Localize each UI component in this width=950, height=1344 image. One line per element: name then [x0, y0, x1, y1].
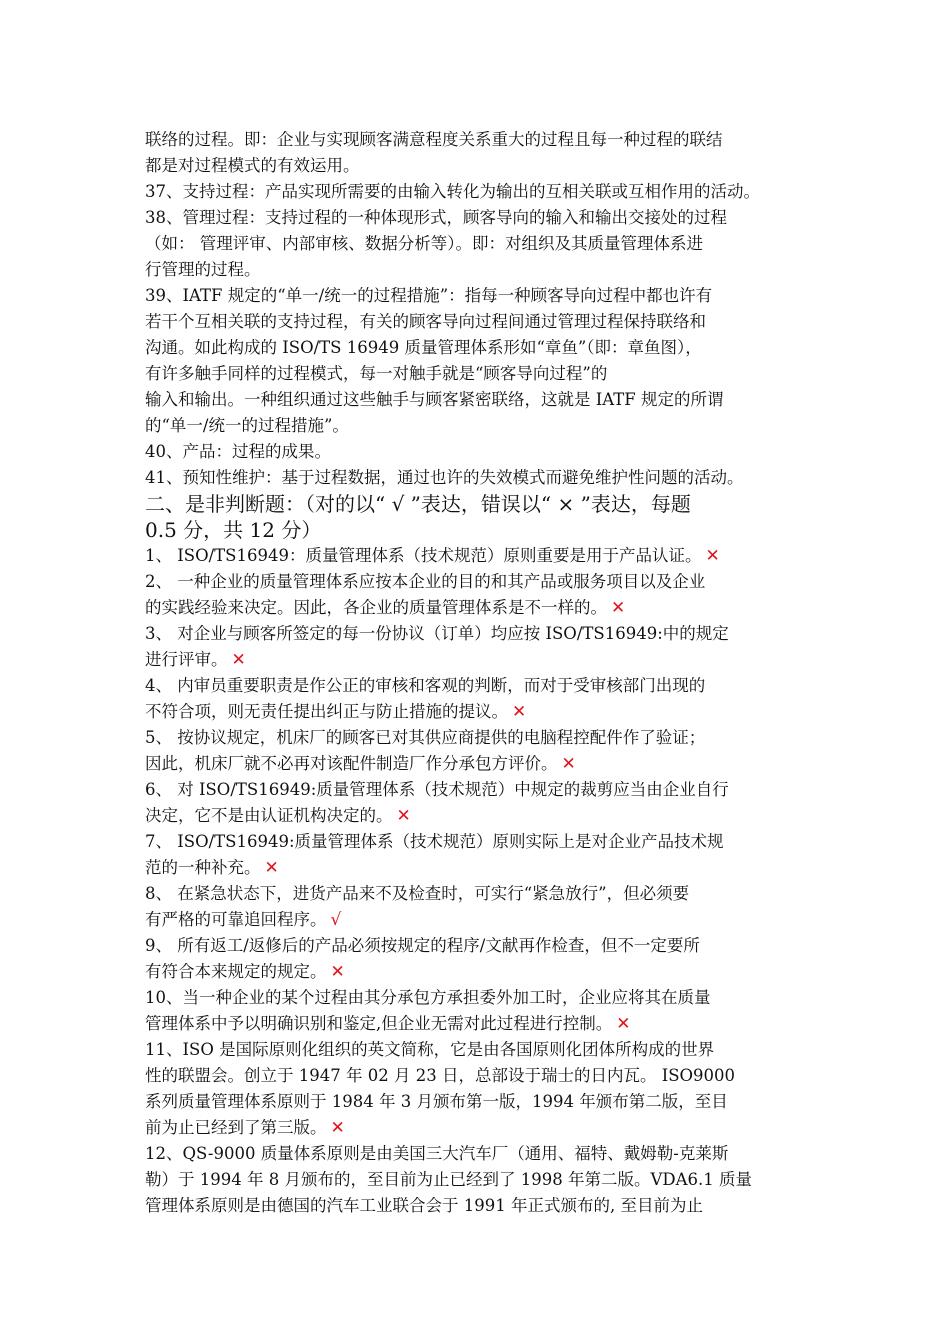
text-line: [145, 1089, 865, 1115]
text-line: [145, 543, 865, 569]
text-line: [145, 309, 865, 335]
text-line: [145, 829, 865, 855]
cross-mark-icon: ✕: [616, 1014, 631, 1034]
text-line: [145, 777, 865, 803]
text-line: [145, 1141, 865, 1167]
text-line: [145, 933, 865, 959]
line-text: 系列质量管理体系原则于 1984 年 3 月颁布第一版，1994 年颁布第二版，至目: [145, 1092, 728, 1111]
line-text: （如： 管理评审、内部审核、数据分析等）。即：对组织及其质量管理体系进: [145, 234, 703, 253]
text-line: [145, 647, 865, 673]
line-text: 联络的过程。即：企业与实现顾客满意程度关系重大的过程且每一种过程的联结: [145, 130, 723, 149]
document-body: [145, 127, 865, 1219]
line-text: 5、 按协议规定，机床厂的顾客已对其供应商提供的电脑程控配件作了验证；: [145, 728, 706, 747]
text-line: [145, 1037, 865, 1063]
line-text: 4、 内审员重要职责是作公正的审核和客观的判断，而对于受审核部门出现的: [145, 676, 706, 695]
text-line: [145, 387, 865, 413]
line-text: 范的一种补充。: [145, 858, 261, 877]
text-line: [145, 413, 865, 439]
line-text: 11、ISO 是国际原则化组织的英文简称，它是由各国原则化团体所构成的世界: [145, 1040, 715, 1059]
text-line: [145, 1193, 865, 1219]
text-line: [145, 127, 865, 153]
line-text: 37、支持过程：产品实现所需要的由输入转化为输出的互相关联或互相作用的活动。: [145, 182, 760, 201]
text-line: [145, 569, 865, 595]
text-line: [145, 205, 865, 231]
text-line: [145, 1063, 865, 1089]
line-text: 决定，它不是由认证机构决定的。: [145, 806, 393, 825]
line-text: 0.5 分，共 12 分）: [145, 518, 322, 542]
text-line: [145, 985, 865, 1011]
text-line: [145, 751, 865, 777]
line-text: 2、 一种企业的质量管理体系应按本企业的目的和其产品或服务项目以及企业: [145, 572, 706, 591]
text-line: [145, 1115, 865, 1141]
cross-mark-icon: ✕: [705, 546, 720, 566]
line-text: 10、当一种企业的某个过程由其分承包方承担委外加工时，企业应将其在质量: [145, 988, 711, 1007]
line-text: 41、预知性维护：基于过程数据，通过也许的失效模式而避免维护性问题的活动。: [145, 468, 744, 487]
line-text: 管理体系原则是由德国的汽车工业联合会于 1991 年正式颁布的, 至目前为止: [145, 1196, 703, 1215]
line-text: 8、 在紧急状态下，进货产品来不及检查时，可实行“紧急放行”，但必须要: [145, 884, 690, 903]
line-text: 输入和输出。一种组织通过这些触手与顾客紧密联络，这就是 IATF 规定的所谓: [145, 390, 724, 409]
text-line: [145, 361, 865, 387]
section-heading-line: [145, 517, 865, 543]
line-text: 39、IATF 规定的“单一/统一的过程措施”：指每一种顾客导向过程中都也许有: [145, 286, 713, 305]
text-line: [145, 881, 865, 907]
line-text: 3、 对企业与顾客所签定的每一份协议（订单）均应按 ISO/TS16949:中的规定: [145, 624, 729, 643]
text-line: [145, 725, 865, 751]
text-line: [145, 699, 865, 725]
line-text: 有符合本来规定的规定。: [145, 962, 327, 981]
line-text: 有严格的可靠追回程序。: [145, 910, 327, 929]
text-line: [145, 803, 865, 829]
cross-mark-icon: ✕: [231, 650, 246, 670]
text-line: [145, 231, 865, 257]
line-text: 若干个互相关联的支持过程，有关的顾客导向过程间通过管理过程保持联络和: [145, 312, 706, 331]
cross-mark-icon: ✕: [512, 702, 527, 722]
line-text: 进行评审。: [145, 650, 228, 669]
text-line: [145, 1011, 865, 1037]
cross-mark-icon: ✕: [330, 962, 345, 982]
text-line: [145, 257, 865, 283]
line-text: 不符合项，则无责任提出纠正与防止措施的提议。: [145, 702, 508, 721]
line-text: 有许多触手同样的过程模式，每一对触手就是“顾客导向过程”的: [145, 364, 608, 383]
cross-mark-icon: ✕: [561, 754, 576, 774]
text-line: [145, 595, 865, 621]
text-line: [145, 673, 865, 699]
section-heading-line: [145, 491, 865, 517]
line-text: 38、管理过程：支持过程的一种体现形式，顾客导向的输入和输出交接处的过程: [145, 208, 727, 227]
line-text: 性的联盟会。创立于 1947 年 02 月 23 日，总部设于瑞士的日内瓦。 ISO9000: [145, 1066, 736, 1085]
cross-mark-icon: ✕: [264, 858, 279, 878]
line-text: 前为止已经到了第三版。: [145, 1118, 327, 1137]
text-line: [145, 855, 865, 881]
text-line: [145, 283, 865, 309]
text-line: [145, 907, 865, 933]
line-text: 40、产品：过程的成果。: [145, 442, 331, 461]
line-text: 勒）于 1994 年 8 月颁布的，至目前为止已经到了 1998 年第二版。VDA6.1 质量: [145, 1170, 752, 1189]
cross-mark-icon: ✕: [330, 1118, 345, 1138]
text-line: [145, 335, 865, 361]
text-line: [145, 465, 865, 491]
line-text: 管理体系中予以明确识别和鉴定,但企业无需对此过程进行控制。: [145, 1014, 613, 1033]
line-text: 的“单一/统一的过程措施”。: [145, 416, 349, 435]
check-mark-icon: √: [330, 910, 342, 930]
text-line: [145, 621, 865, 647]
line-text: 7、 ISO/TS16949:质量管理体系（技术规范）原则实际上是对企业产品技术规: [145, 832, 724, 851]
line-text: 因此，机床厂就不必再对该配件制造厂作分承包方评价。: [145, 754, 558, 773]
line-text: 12、QS-9000 质量体系原则是由美国三大汽车厂（通用、福特、戴姆勒-克莱斯: [145, 1144, 729, 1163]
line-text: 6、 对 ISO/TS16949:质量管理体系（技术规范）中规定的裁剪应当由企业自行: [145, 780, 729, 799]
line-text: 的实践经验来决定。因此，各企业的质量管理体系是不一样的。: [145, 598, 607, 617]
text-line: [145, 179, 865, 205]
line-text: 9、 所有返工/返修后的产品必须按规定的程序/文献再作检查，但不一定要所: [145, 936, 700, 955]
cross-mark-icon: ✕: [396, 806, 411, 826]
line-text: 沟通。如此构成的 ISO/TS 16949 质量管理体系形如“章鱼”（即：章鱼图），: [145, 338, 702, 357]
text-line: [145, 153, 865, 179]
line-text: 1、 ISO/TS16949：质量管理体系（技术规范）原则重要是用于产品认证。: [145, 546, 702, 565]
text-line: [145, 1167, 865, 1193]
text-line: [145, 959, 865, 985]
line-text: 行管理的过程。: [145, 260, 261, 279]
line-text: 二、是非判断题：（对的以“ √ ”表达，错误以“ × ”表达，每题: [145, 492, 691, 516]
text-line: [145, 439, 865, 465]
cross-mark-icon: ✕: [611, 598, 626, 618]
line-text: 都是对过程模式的有效运用。: [145, 156, 360, 175]
